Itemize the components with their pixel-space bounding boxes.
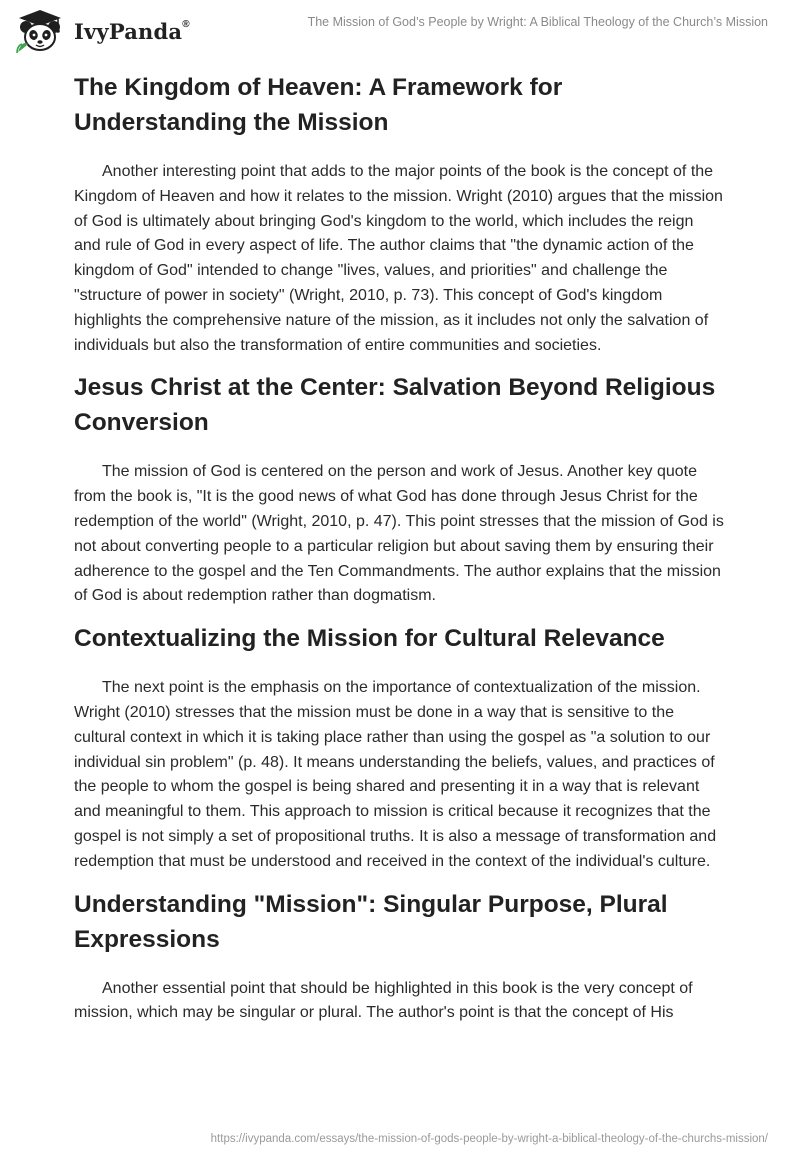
section-paragraph: The mission of God is centered on the person and work of Jesus. Another key quote from the book is, "It is the good news of what God has done through Jesus Christ for the redemption of the world" (Wright, 2010, p. 47). This point stresses that the mission of God is not about converting people to a particular religion but about saving them by ensuring their adherence to the gospel and the Ten Commandments. The author explains that the mission of God is about redemption rather than dogmatism. [74,463,724,605]
section-heading: Understanding "Mission": Singular Purpose, Plural Expressions [74,890,668,953]
brand-name: IvyPanda® [74,18,190,44]
ivypanda-logo[interactable] [14,8,190,54]
section-paragraph: The next point is the emphasis on the importance of contextualization of the mission. Wright (2010) stresses that the mission must be done in a way that is sensitive to the cultural context in which it is taking place rather than using the gospel as "a solution to our individual sin problem" (p. 48). It means understanding the beliefs, values, and practices of the people to whom the gospel is being shared and presenting it in a way that is relevant and meaningful to them. This approach to mission is critical because it recognizes that the gospel is not simply a set of propositional truths. It is also a message of transformation and redemption that must be understood and received in the context of the individual's culture. [74,679,717,870]
section-paragraph: Another essential point that should be highlighted in this book is the very concept of mission, which may be singular or plural. The author's point is that the concept of His [74,979,693,1022]
essay-content [74,70,724,1026]
page-header [0,0,800,62]
section-heading: Contextualizing the Mission for Cultural Relevance [74,625,665,653]
section-paragraph: Another interesting point that adds to the major points of the book is the concept of the Kingdom of Heaven and how it relates to the mission. Wright (2010) argues that the mission of God is ultimately about bringing God's kingdom to the world, which includes the reign and rule of God in every aspect of life. The author claims that "the dynamic action of the kingdom of God" intended to change "lives, values, and priorities" and challenge the "structure of power in society" (Wright, 2010, p. 73). This concept of God's kingdom highlights the comprehensive nature of the mission, as it includes not only the salvation of individuals but also the transformation of entire communities and societies. [74,163,723,354]
section-heading: Jesus Christ at the Center: Salvation Beyond Religious Conversion [74,374,716,437]
source-url[interactable]: https://ivypanda.com/essays/the-mission-of-gods-people-by-wright-a-biblical-theology-of-the-churchs-mission/ [210,1133,768,1145]
section-heading: The Kingdom of Heaven: A Framework for Understanding the Mission [74,74,563,136]
panda-graduate-icon [14,8,66,54]
document-title: The Mission of God’s People by Wright: A Biblical Theology of the Church’s Mission [307,15,768,29]
